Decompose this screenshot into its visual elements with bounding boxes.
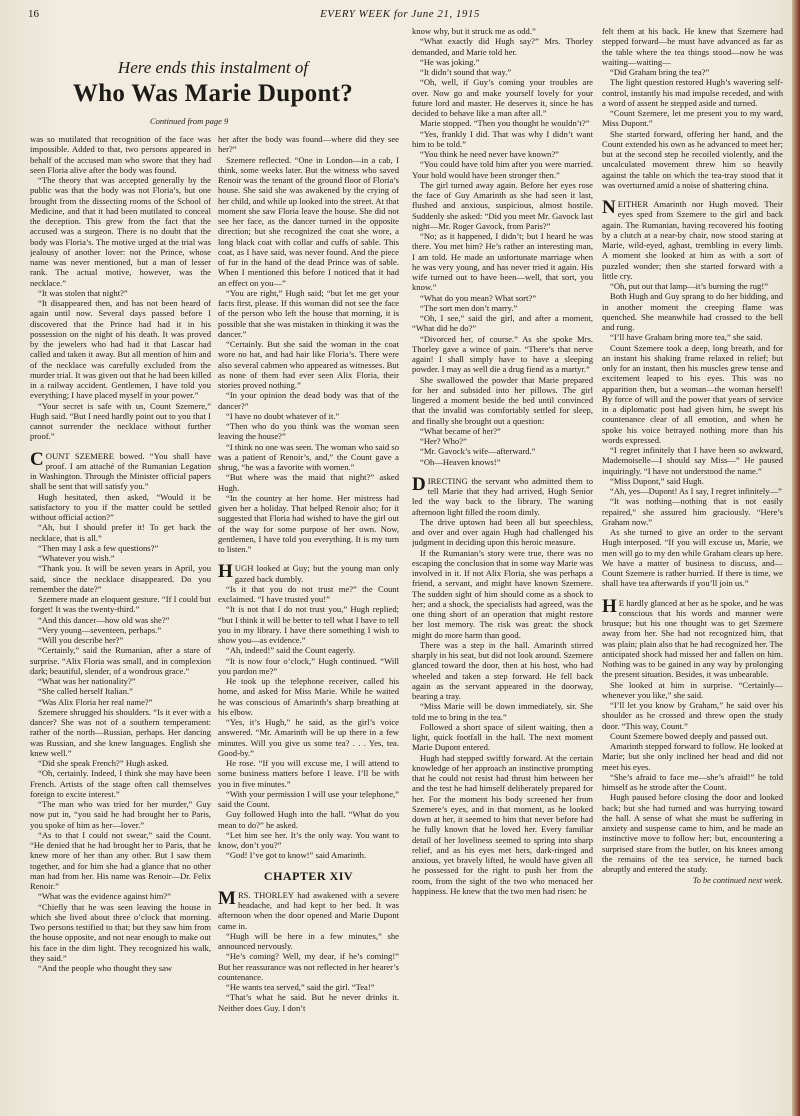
paragraph: “Was Alix Floria her real name?” (38, 696, 153, 707)
paragraph: “I regret infinitely that I have been so awkward, Mademoiselle—I should say Miss—” He paused inquiringly. “I have not understood the name.” (602, 445, 783, 476)
paragraph: Szemere made an eloquent gesture. “If I could but forget! It was the twenty-third.” (30, 594, 211, 615)
paragraph: DIRECTING the servant who admitted them to tell Marie that they had arrived, Hugh Senior led the way back to the library. The waning afternoon light filled the room dimly. (412, 473, 593, 517)
paragraph: “It didn’t sound that way.” (420, 67, 512, 77)
paragraph: “Thank you. It will be seven years in April, you said, since the necklace disappeared. Do you remember the date?” (30, 563, 211, 594)
paragraph: He took up the telephone receiver, called his home, and asked for Miss Marie. While he waited he was conscious of Amarinth’s sharp breathing at his elbow. (218, 676, 399, 717)
running-head: EVERY WEEK for June 21, 1915 (320, 8, 480, 20)
chapter-heading: CHAPTER XIV (263, 868, 354, 883)
paragraph: “Divorced her, of course.” As she spoke Mrs. Thorley gave a wince of pain. “There’s that nerve again! I shall simply have to have a sleeping powder. I may as well die a drug fiend as a martyr.” (412, 333, 593, 375)
paragraph: “Certainly,” said the Rumanian, after a stare of surprise. “Alix Floria was small, and in complexion dark; beautiful, slender, of a wondrous grace.” (30, 645, 211, 676)
paragraph: Both Hugh and Guy sprang to do her bidding, and in another moment the creeping flame was quenched. She meanwhile had crossed to the bell and rung. (602, 291, 783, 332)
paragraph: “But where was the maid that night?” asked Hugh. (218, 472, 399, 493)
paragraph: Hugh hesitated, then asked, “Would it be satisfactory to you if the matter could be settled without official action?” (30, 491, 211, 522)
paragraph: “Then who do you think was the woman seen leaving the house?” (218, 421, 399, 442)
paragraph: If the Rumanian’s story were true, there was no escaping the conclusion that in some way Marie was involved in it. If not Alix Floria, she was perhaps a friend, a servant, and might have known Szemere. The sudden sight of him should come as a shock to her; and a shock, the specialists had agreed, was the one thing short of an operation that might restore her lost memory. The risk was great: the shock might do more harm than good. (412, 547, 593, 640)
paragraph: “Miss Marie will be down immediately, sir. She told me to bring in the tea.” (412, 701, 593, 722)
paragraph: “Very young—seventeen, perhaps.” (38, 624, 162, 635)
paragraph: She looked at him in surprise. “Certainly—whenever you like,” she said. (602, 679, 783, 700)
paragraph: “What was her nationality?” (38, 676, 136, 686)
running-header (28, 8, 772, 24)
story-title: Who Was Marie Dupont? (72, 80, 354, 107)
text-column-1 (30, 134, 211, 1110)
paragraph: The drive uptown had been all but speechless, and over and over again Hugh had challenged his judgment in deciding upon this heroic measure. (412, 516, 593, 548)
paragraph: “It disappeared then, and has not been heard of again until now. Several days passed before I discovered that the Prince had had it in his possession on the night of his death. It was proved by the jewelers who had had it that Lascar had called and taken it away. But all mention of him and of the necklace was carefully excluded from the murder trial. It was given out that he had been killed in a railway accident. Gentlemen, I have told you everything; I have placed myself in your power.” (30, 298, 211, 401)
paragraph: “He’s coming? Well, my dear, if he’s coming!” But her reassurance was not reflected in her hearer’s countenance. (218, 951, 399, 982)
paragraph: “What became of her?” (420, 425, 501, 436)
paragraph: “The theory that was accepted generally by the public was that the body was not Floria’s, but one brought from the dissecting rooms of the School of Medicine, and that it had been mutilated to conceal the deception. This grew from the fact that the accused was a surgeon. There is no doubt that the body was Floria’s. The motive urged at the trial was jealousy of another lover: not the Prince, whose name was never mentioned, but a man of lesser rank. The actual motive, however, was the necklace.” (30, 175, 211, 288)
paragraph: “Then may I ask a few questions?” (38, 542, 159, 553)
paragraph: “I have no doubt whatever of it.” (226, 410, 340, 421)
paragraph: Marie stopped. “Then you thought he wouldn’t?” (420, 118, 590, 129)
paragraph: NEITHER Amarinth nor Hugh moved. Their eyes sped from Szemere to the girl and back again. The Rumanian, having recovered his footing by a clutch at a near-by chair, now stood staring at Marie, wild-eyed, aghast, trembling in every limb. A moment she looked at him as with a sort of puzzled wonder; then she started forward with a little cry. (602, 197, 783, 281)
paragraph: HUGH looked at Guy; but the young man only gazed back dumbly. (218, 561, 399, 584)
continued-next-week-note: To be continued next week. (692, 876, 783, 886)
paragraph: “God! I’ve got to know!” said Amarinth. (226, 850, 367, 861)
paragraph: “Oh, well, if Guy’s coming your troubles are over. Now go and make yourself lovely for your future lord and master. He deserves it, since he has decided to behave like a man after all.” (412, 77, 593, 118)
paragraph: “With your permission I will use your telephone,” said the Count. (218, 788, 399, 809)
paragraph: “And the people who thought they saw (38, 963, 173, 973)
drop-cap: D (412, 473, 426, 495)
drop-cap: C (30, 448, 44, 470)
paragraph: Count Szemere took a deep, long breath, and for an instant his shaking frame relaxed in relief; but only for an instant, then his muscles grew tense and excitement leaped to his eyes. This was no apparition then, but a woman—the woman herself! By force of will and the power that years of service in a diplomatic post had given him, he swept his countenance clear of all emotion, and when he spoke his voice betrayed nothing more than his words expressed. (602, 342, 783, 445)
paragraph: There was a step in the hall. Amarinth stirred sharply in his seat, but did not look around. Szemere glanced toward the door, then at his host, who had wheeled and taken a step forward. He fell back again as the servant appeared in the doorway, bearing a tray. (412, 639, 593, 701)
paragraph: MRS. THORLEY had awakened with a severe headache, and had kept to her bed. It was afternoon when the door opened and Marie Dupont came in. (218, 887, 399, 931)
paragraph: Hugh paused before closing the door and looked back; but she had turned and was hurrying toward the hall. A sense of what she must be suffering in anxiety and suspense came to him, and he made an instinctive move to follow her; but, encountering a surprised stare from the butler, on his knees among the remains of the tea service, he turned back abruptly and entered the study. (602, 792, 783, 874)
paragraph: “Miss Dupont,” said Hugh. (610, 475, 704, 486)
paragraph: COUNT SZEMERE bowed. “You shall have proof. I am attaché of the Rumanian Legation in Washington. Through the Minister official papers shall be sent that will satisfy you.” (30, 448, 211, 492)
paragraph: “The man who was tried for her murder,” Guy now put in, “you said he had brought her to Paris, you spoke of him as her—lover.” (30, 799, 211, 830)
continued-note: Continued from page 9 (150, 116, 229, 126)
paragraph: “Count Szemere, let me present you to my ward, Miss Dupont.” (602, 108, 783, 129)
paragraph: “Whatever you wish.” (38, 553, 115, 563)
page-edge (792, 0, 800, 1116)
paragraph: “And this dancer—how old was she?” (38, 614, 170, 625)
paragraph: “It was stolen that night?” (38, 287, 128, 298)
paragraph: her after the body was found—where did they see her?” (218, 134, 399, 155)
paragraph: know why, but it struck me as odd.” (412, 26, 536, 36)
paragraph: He rose. “If you will excuse me, I will attend to some business matters before I leave. I’ll be with you in five minutes.” (218, 758, 399, 789)
paragraph: “Ah, but I should prefer it! To get back the necklace, that is all.” (30, 522, 211, 543)
text-column-2 (218, 134, 399, 1110)
paragraph: “Did she speak French?” Hugh asked. (38, 758, 169, 768)
paragraph: “I’ll have Graham bring more tea,” she said. (610, 332, 763, 343)
paragraph: Amarinth stepped forward to follow. He looked at Marie; but she only inclined her head and did not meet his eyes. (602, 741, 783, 772)
paragraph: Hugh had stepped swiftly forward. At the certain knowledge of her approach an instinctive prompting that he could not resist had thrust him between her and the test he had himself deliberately prepared for her. For the moment his body screened her from Szemere’s eyes, and in that moment, as he looked down at her, it seemed to him that never before had he fully known that he loved her. Every familiar detail of her loveliness seemed to spring into sharp relief, and as his eyes met hers, dark-ringed and anxious, yet bravely lifted, he would have given all he possessed for the right to push her from the room, from the sight of the two who menaced her happiness. He knew that the two men had risen: he (412, 752, 593, 896)
paragraph: “In the country at her home. Her mistress had given her a holiday. That helped Renoir also; for it suggested that Floria had wished to have the girl out of the way for some purpose of her own. Now, gentlemen, I have told you everything. It is my turn to listen.” (218, 492, 399, 554)
paragraph: “Will you describe her?” (38, 635, 124, 645)
paragraph: “Yes, it’s Hugh,” he said, as the girl’s voice answered. “Mr. Amarinth will be up there in a few minutes. Will you give us some tea? . . . Yes, tea. Good-by.” (218, 717, 399, 758)
paragraph: “You think he need never have known?” (420, 149, 559, 159)
paragraph: The light question restored Hugh’s wavering self-control, instantly his mad impulse receded, and with a word of assent he stepped aside and turned. (602, 77, 783, 108)
paragraph: The girl turned away again. Before her eyes rose the face of Guy Amarinth as she had seen it last, flushed and anxious, suspicious, almost hostile. Suddenly she asked: “Did you meet Mr. Gavock last night—Mr. Roger Gavock, from Paris?” (412, 179, 593, 231)
paragraph: “What was the evidence against him?” (38, 891, 171, 902)
paragraph: Szemere shrugged his shoulders. “Is it ever with a dancer? She was not of a southern temperament: rather of the north—Russian, perhaps. Her dancing was Russian, and she knew languages. English she knew well.” (30, 706, 211, 758)
story-header (30, 58, 396, 108)
paragraph: “Her? Who?” (420, 436, 467, 446)
paragraph: She swallowed the powder that Marie prepared for her and subsided into her pillows. The girl lingered a moment beside the bed until convinced that the invalid was comfortably settled for sleep, and finally she brought out a question: (412, 374, 593, 426)
paragraph: “Ah, indeed!” said the Count eagerly. (226, 645, 356, 656)
paragraph: Guy followed Hugh into the hall. “What do you mean to do?” he asked. (218, 809, 399, 830)
paragraph: “He wants tea served,” said the girl. “Tea!” (226, 982, 375, 992)
paragraph: As she turned to give an order to the servant Hugh interposed. “If you will excuse us, Marie, we men will go to my den while Graham clears up here. We have a matter of business to discuss, and—Count Szemere is rather hurried. If there is time, we shall have tea afterwards if you’ll join us.” (602, 527, 783, 589)
paragraph: “Oh—Heaven knows!” (420, 456, 501, 467)
paragraph: “You could have told him after you were married. Your hold would have been stronger then.” (412, 159, 593, 180)
text-column-3 (412, 26, 593, 1110)
paragraph: “Ah, yes—Dupont! As I say, I regret infinitely—” (610, 486, 782, 496)
paragraph: “Did Graham bring the tea?” (610, 67, 710, 77)
paragraph: “No; as it happened, I didn’t; but I heard he was there. You met him? He’s rather an interesting man, I am told. He made an unfortunate marriage when he was very young, and has never tried it again. His wife turned out to have been—well, that sort, you know.” (412, 231, 593, 293)
paragraph: “Oh, I see,” said the girl, and after a moment, “What did he do?” (412, 313, 593, 334)
paragraph: “He was joking.” (420, 56, 480, 67)
paragraph: “As to that I could not swear,” said the Count. “He denied that he had brought her to Paris, that he knew more of her than any other. But I saw them together, and for him she had a glance that no other man had from her. His name was Renoir—Dr. Felix Renoir.” (30, 829, 211, 891)
paragraph: “I’ll let you know by Graham,” he said over his shoulder as he crossed and threw open the study door. “This way, Count.” (602, 700, 783, 731)
paragraph: H E hardly glanced at her as he spoke, and he was conscious that his words and manner were brusque; but his one thought was to get Szemere away from her. She had not recognized him, that was plain; plain also that he had recognized her. The anticipated shock had missed her and fallen on him. Nothing was to be gained in any way by prolonging the present situation. Besides, it was unbearable. (602, 595, 783, 680)
drop-cap: N (602, 197, 616, 218)
paragraph: “Oh, certainly. Indeed, I think she may have been French. Artists of the stage often call themselves foreign to excite interest.” (30, 768, 211, 799)
paragraph: Count Szemere bowed deeply and passed out. (610, 730, 768, 741)
paragraph: felt them at his back. He knew that Szemere had stepped forward—he must have advanced as far as the table where the tea things stood—now he was waiting—waiting— (602, 26, 783, 67)
text-column-4 (602, 26, 783, 1110)
paragraph: was so mutilated that recognition of the face was impossible. Added to that, two persons appeared in behalf of the accused man who swore that they had seen Floria alive after the body was found. (30, 134, 211, 175)
paragraph: “It is now four o’clock,” Hugh continued. “Will you pardon me?” (218, 655, 399, 676)
paragraph: “Your secret is safe with us, Count Szemere,” Hugh said. “But I need hardly point out to you that I cannot surrender the necklace without further proof.” (30, 400, 211, 442)
paragraph: “It is not that I do not trust you,” Hugh replied; “but I think it will be better to tell what I have to tell you in my library. I have there something I wish to show you—as evidence.” (218, 604, 399, 645)
paragraph: Followed a short space of silent waiting, then a light, quick footfall in the hall. The next moment Marie Dupont entered. (412, 721, 593, 753)
paragraph: “Chiefly that he was seen leaving the house in which she lived about three o’clock that morning. Two persons testified to that; but they saw him from the house opposite, and not near enough to make out his face in the dim light. They recognized his walk, they said.” (30, 901, 211, 963)
paragraph: “The sort men don’t marry.” (420, 302, 518, 313)
paragraph: “Let him see her. It’s the only way. You want to know, don’t you?” (218, 829, 399, 850)
paragraph: “I think no one was seen. The woman who said so was a patient of Renoir’s, and,” the Count gave a shrug, “he was a favorite with women.” (218, 441, 399, 472)
drop-cap: M (218, 887, 236, 909)
paragraph: “What exactly did Hugh say?” Mrs. Thorley demanded, and Marie told her. (412, 36, 593, 57)
paragraph: Szemere reflected. “One in London—in a cab, I think, some weeks later. But the witness who saved Renoir was the tenant of the ground floor of Floria’s house. She said she was awakened by the crying of her child, and while up looked into the street. At that moment she saw Floria leave the house. She did not see her face, as the dancer turned in the opposite direction; but she recognized the coat she wore, a long black coat with collar and cuffs of sable. This coat, as I have said, was never found. And the piece of fur in the hand of the dead Prince was of sable. When I mentioned this before I noticed that it had an effect on you—” (218, 154, 399, 288)
paragraph: “What do you mean? What sort?” (420, 292, 537, 303)
paragraph: “Hugh will be here in a few minutes,” she announced nervously. (218, 930, 399, 951)
paragraph: “It was nothing—nothing that is not easily repaired,” she assured him graciously. “Here’s Graham now.” (602, 496, 783, 527)
paragraph: “She’s afraid to face me—she’s afraid!” he told himself as he strode after the Count. (602, 771, 783, 792)
instalment-kicker: Here ends this instalment of (117, 58, 309, 77)
paragraph: “Is it that you do not trust me?” the Count exclaimed. “I have trusted you!” (218, 583, 399, 604)
paragraph: “You are right,” Hugh said; “but let me get your facts first, please. If this woman did not see the face of the person who left the house that morning, it is possible that she was mistaken in thinking it was the dancer.” (218, 287, 399, 339)
paragraph: “Yes, frankly I did. That was why I didn’t want him to be told.” (412, 128, 593, 149)
drop-cap: H (602, 595, 617, 617)
paragraph: She started forward, offering her hand, and the Count extended his own as he advanced to meet her; but at the second step he recoiled violently, and the uncalculated movement threw him so heavily against the table on which the tea-tray stood that it was overturned amid a noise of shattering china. (602, 128, 783, 190)
paragraph: “She called herself Italian.” (38, 686, 133, 697)
page-number: 16 (28, 8, 39, 20)
paragraph: “Certainly. But she said the woman in the coat wore no hat, and had hair like Floria’s. There were also several cabmen who appeared as witnesses. But as none of them had ever seen Alix Floria, their stories proved nothing.” (218, 339, 399, 390)
drop-cap: H (218, 561, 233, 583)
paragraph: “Oh, put out that lamp—it’s burning the rug!” (610, 281, 769, 291)
paragraph: “Mr. Gavock’s wife—afterward.” (420, 446, 536, 457)
paragraph: “In your opinion the dead body was that of the dancer?” (218, 390, 399, 411)
paragraph: “That’s what he said. But he never drinks it. Neither does Guy. I don’t (218, 992, 399, 1013)
